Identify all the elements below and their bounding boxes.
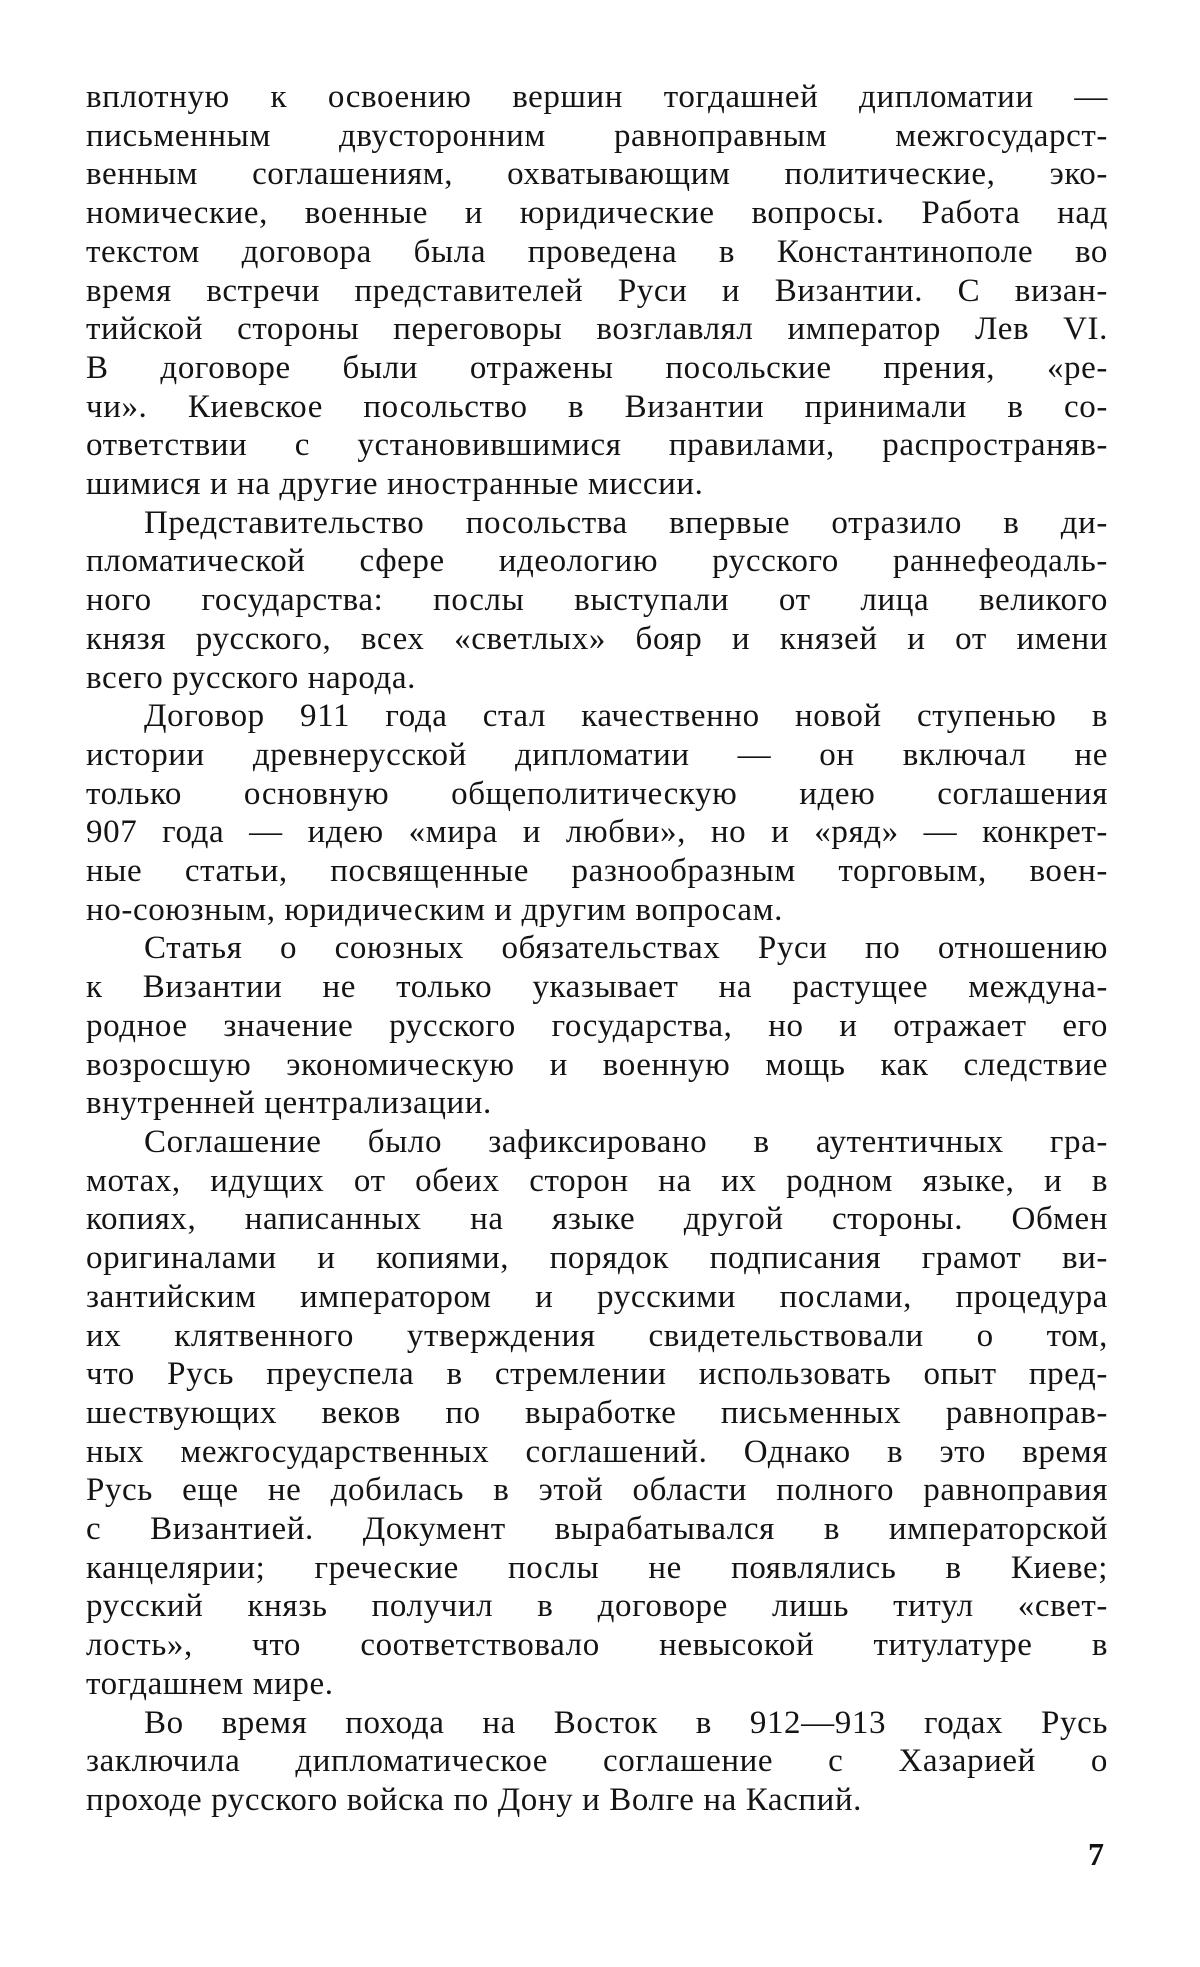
- text-line: Русь еще не добилась в этой области полного равноправия: [86, 1472, 1108, 1509]
- text-line: тийской стороны переговоры возглавлял император Лев VI.: [86, 311, 1108, 348]
- page-text: [86, 78, 1108, 1820]
- text-line: только основную общеполитическую идею соглашения: [86, 775, 1108, 812]
- text-line: ответствии с установившимися правилами, распространяв-: [86, 427, 1108, 464]
- text-line: истории древнерусской дипломатии — он включал не: [86, 736, 1108, 773]
- text-line: Статья о союзных обязательствах Руси по отношению: [144, 930, 1108, 967]
- text-line: ных межгосударственных соглашений. Однако в это время: [86, 1433, 1108, 1470]
- paragraph-3: [86, 697, 1108, 929]
- paragraph-5: [86, 1123, 1108, 1704]
- text-line: заключила дипломатическое соглашение с Хазарией о: [86, 1743, 1108, 1780]
- text-line: Договор 911 года стал качественно новой ступенью в: [144, 698, 1108, 735]
- text-line: лость», что соответствовало невысокой титулатуре в: [86, 1627, 1108, 1664]
- page-number: 7: [1088, 1836, 1104, 1872]
- text-line: время встречи представителей Руси и Византии. С визан-: [86, 272, 1108, 309]
- text-line: зантийским императором и русскими послами, процедура: [86, 1278, 1108, 1315]
- paragraph-1: [86, 78, 1108, 504]
- text-line: ного государства: послы выступали от лица великого: [86, 582, 1108, 619]
- text-line: проходе русского войска по Дону и Волге на Каспий.: [86, 1781, 863, 1818]
- text-line: пломатической сфере идеологию русского раннефеодаль-: [86, 543, 1108, 580]
- text-line: возросшую экономическую и военную мощь как следствие: [86, 1046, 1108, 1083]
- text-line: князя русского, всех «светлых» бояр и князей и от имени: [86, 620, 1108, 657]
- text-line: всего русского народа.: [86, 659, 416, 696]
- text-line: чи». Киевское посольство в Византии принимали в со-: [86, 388, 1108, 425]
- text-line: 907 года — идею «мира и любви», но и «ряд» — конкрет-: [86, 814, 1108, 851]
- text-line: Соглашение было зафиксировано в аутентичных гра-: [144, 1123, 1108, 1160]
- text-line: оригиналами и копиями, порядок подписания грамот ви-: [86, 1240, 1108, 1277]
- text-line: их клятвенного утверждения свидетельствовали о том,: [86, 1317, 1108, 1354]
- text-line: что Русь преуспела в стремлении использовать опыт пред-: [86, 1356, 1108, 1393]
- paragraph-2: [86, 504, 1108, 698]
- text-line: шимися и на другие иностранные миссии.: [86, 466, 704, 503]
- paragraph-6: [86, 1704, 1108, 1820]
- text-line: канцелярии; греческие послы не появлялись в Киеве;: [86, 1549, 1108, 1586]
- text-line: внутренней централизации.: [86, 1085, 492, 1122]
- text-line: с Византией. Документ вырабатывался в императорской: [86, 1511, 1108, 1548]
- text-line: родное значение русского государства, но и отражает его: [86, 1007, 1108, 1044]
- text-line: В договоре были отражены посольские прения, «ре-: [86, 349, 1108, 386]
- text-line: вплотную к освоению вершин тогдашней дипломатии —: [86, 79, 1108, 115]
- text-line: тогдашнем мире.: [86, 1665, 334, 1702]
- text-line: Во время похода на Восток в 912—913 годах Русь: [144, 1704, 1108, 1741]
- text-line: мотах, идущих от обеих сторон на их родном языке, и в: [86, 1162, 1108, 1199]
- text-line: копиях, написанных на языке другой стороны. Обмен: [86, 1201, 1108, 1238]
- text-line: Представительство посольства впервые отразило в ди-: [144, 504, 1108, 541]
- text-line: но-союзным, юридическим и другим вопросам.: [86, 891, 783, 928]
- text-line: к Византии не только указывает на растущее междуна-: [86, 969, 1108, 1006]
- text-line: письменным двусторонним равноправным межгосударст-: [86, 117, 1108, 154]
- text-line: текстом договора была проведена в Константинополе во: [86, 233, 1108, 270]
- text-line: ные статьи, посвященные разнообразным торговым, воен-: [86, 853, 1108, 890]
- text-line: шествующих веков по выработке письменных равноправ-: [86, 1394, 1108, 1431]
- paragraph-4: [86, 929, 1108, 1123]
- text-line: венным соглашениям, охватывающим политические, эко-: [86, 156, 1108, 193]
- text-line: русский князь получил в договоре лишь титул «свет-: [86, 1588, 1108, 1625]
- text-line: номические, военные и юридические вопросы. Работа над: [86, 195, 1108, 232]
